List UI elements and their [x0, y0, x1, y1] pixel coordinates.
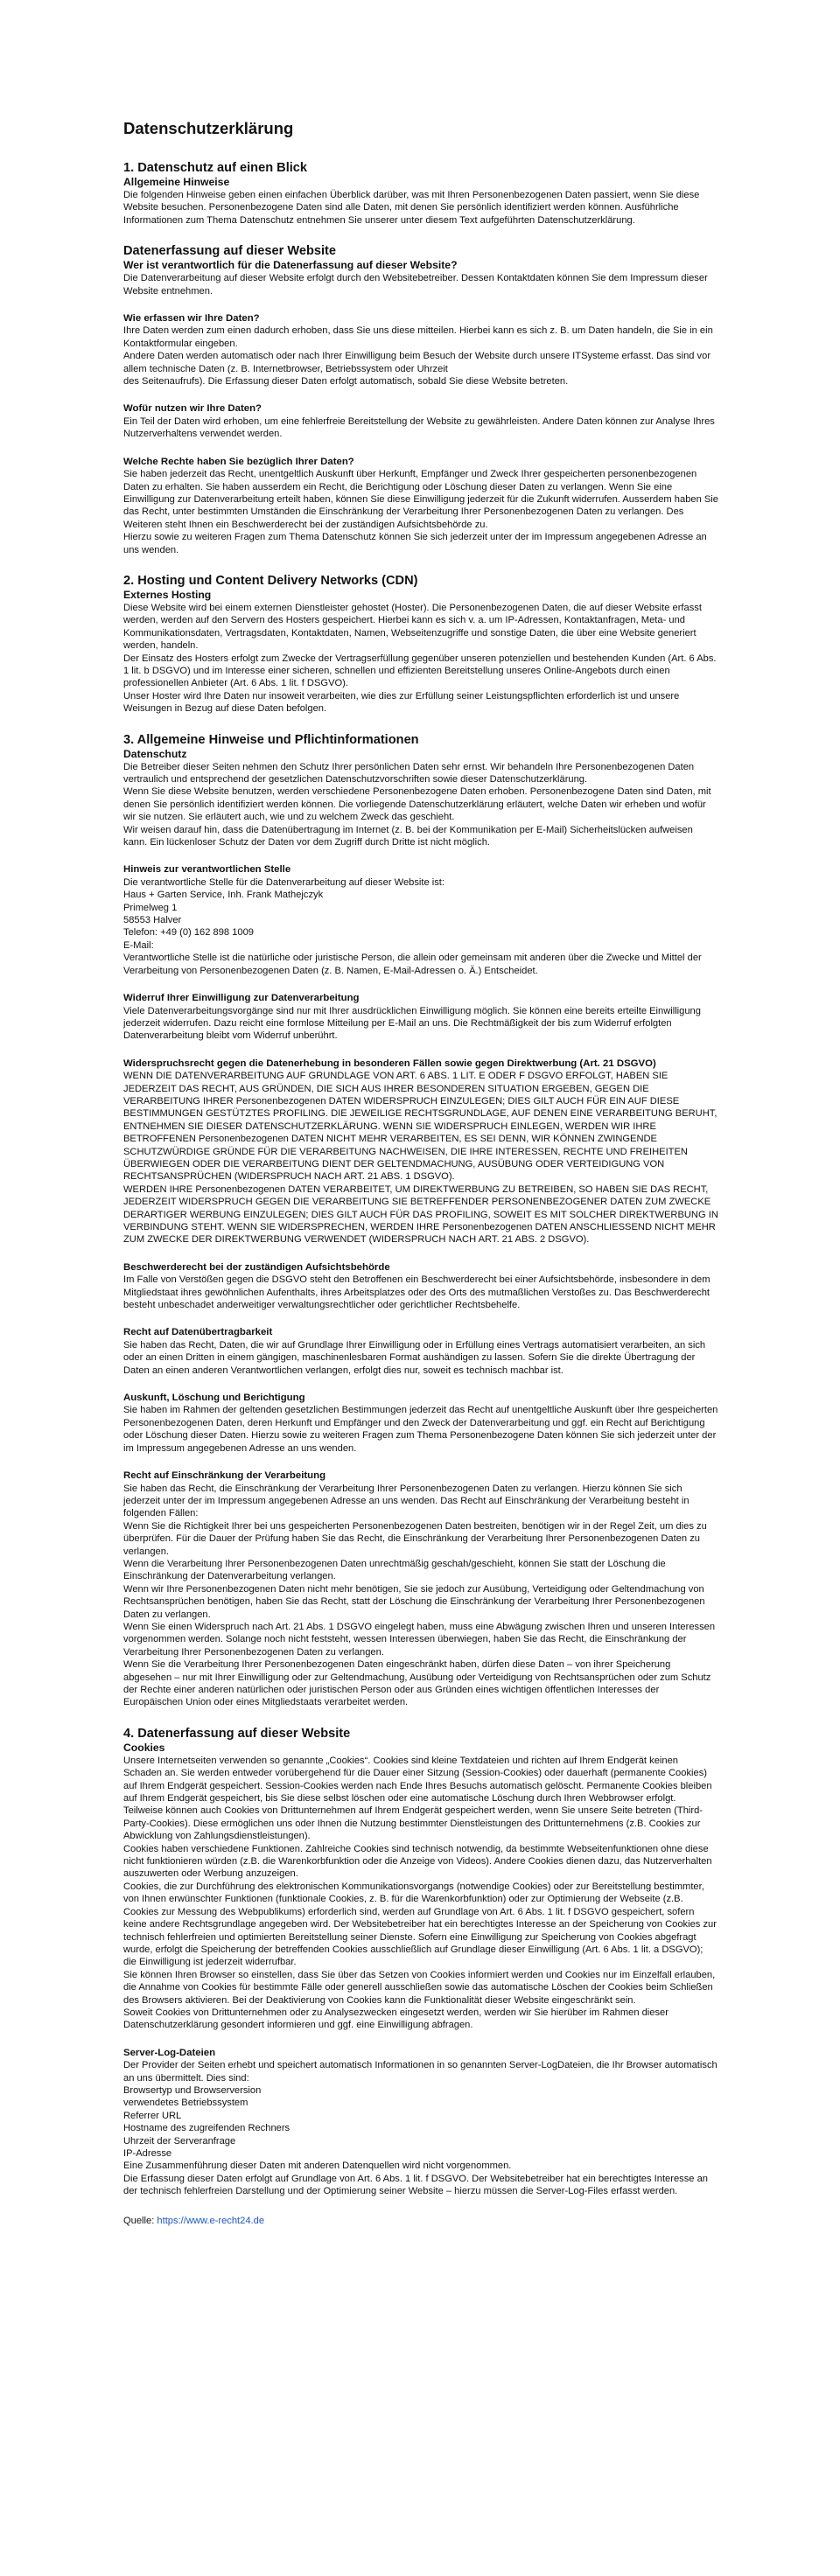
- section-datenschutz-blick: [123, 160, 718, 227]
- subsection-wofuer-nutzen: [123, 402, 718, 440]
- subsection-widerspruchsrecht: [123, 1058, 718, 1246]
- subsection-heading: Recht auf Datenübertragbarkeit: [123, 1327, 273, 1338]
- section-subheading: Wer ist verantwortlich für die Datenerfassung auf dieser Website?: [123, 259, 458, 272]
- section-text: Unsere Internetseiten verwenden so genannte „Cookies“. Cookies sind kleine Textdateien und richten auf Ihrem Endgerät keinen Schaden an. Sie werden entweder vorübergehend für die Dauer einer Sitzung (Session-Cookies) oder dauerhaft (permanente Cookies) auf Ihrem Endgerät gespeichert. Session-Cookies werden nach Ende Ihres Besuchs automatisch gelöscht. Permanente Cookies bleiben auf Ihrem Endgerät gespeichert, bis Sie diese selbst löschen oder eine automatische Löschung durch Ihren Webbrowser erfolgt. Teilweise können auch Cookies von Drittunternehmen auf Ihrem Endgerät gespeichert werden, wenn Sie unsere Seite betreten (Third-Party-Cookies). Diese ermöglichen uns oder Ihnen die Nutzung bestimmter Dienstleistungen des Drittunternehmens (z.B. Cookies zur Abwicklung von Zahlungsdienstleistungen). Cookies haben verschiedene Funktionen. Zahlreiche Cookies sind technisch notwendig, da bestimmte Webseitenfunktionen ohne diese nicht funktionieren würden (z.B. die Warenkorbfunktion oder die Anzeige von Videos). Andere Cookies dienen dazu, das Nutzerverhalten auszuwerten oder Werbung anzuzeigen. Cookies, die zur Durchführung des elektronischen Kommunikationsvorgangs (notwendige Cookies) oder zur Bereitstellung bestimmter, von Ihnen erwünschter Funktionen (funktionale Cookies, z. B. für die Warenkorbfunktion) oder zur Optimierung der Webseite (z.B. Cookies zur Messung des Webpublikums) erforderlich sind, werden auf Grundlage von Art. 6 Abs. 1 lit. f DSGVO gespeichert, sofern keine andere Rechtsgrundlage angegeben wird. Der Websitebetreiber hat ein berechtigtes Interesse an der Speicherung von Cookies zur technisch fehlerfreien und optimierten Bereitstellung seiner Dienste. Sofern eine Einwilligung zur Speicherung von Cookies abgefragt wurde, erfolgt die Speicherung der betreffenden Cookies ausschließlich auf Grundlage dieser Einwilligung (Art. 6 Abs. 1 lit. a DSGVO); die Einwilligung ist jederzeit widerrufbar. Sie können Ihren Browser so einstellen, dass Sie über das Setzen von Cookies informiert werden und Cookies nur im Einzelfall erlauben, die Annahme von Cookies für bestimmte Fälle oder generell ausschließen sowie das automatische Löschen der Cookies beim Schließen des Browsers aktivieren. Bei der Deaktivierung von Cookies kann die Funktionalität dieser Website eingeschränkt sein. Soweit Cookies von Drittunternehmen oder zu Analysezwecken eingesetzt werden, werden wir Sie hierüber im Rahmen dieser Datenschutzerklärung gesondert informieren und ggf. eine Einwilligung abfragen.: [123, 1755, 717, 2031]
- subsection-beschwerderecht: [123, 1261, 718, 1312]
- subsection-wie-erfassen: [123, 312, 718, 387]
- source-line: [123, 2215, 718, 2227]
- subsection-heading: Widerspruchsrecht gegen die Datenerhebung in besonderen Fällen sowie gegen Direktwerbung (Art. 21 DSGVO): [123, 1058, 656, 1069]
- section-pflichtinformationen: [123, 732, 718, 1709]
- subsection-text: Viele Datenverarbeitungsvorgänge sind nur mit Ihrer ausdrücklichen Einwilligung möglich. Sie können eine bereits erteilte Einwilligung jederzeit widerrufen. Dazu reicht eine formlose Mitteilung per E-Mail an uns. Die Rechtmäßigkeit der bis zum Widerruf erfolgten Datenverarbeitung bleibt vom Widerruf unberührt.: [123, 1005, 701, 1042]
- subsection-heading: Auskunft, Löschung und Berichtigung: [123, 1393, 305, 1404]
- subsection-text: Im Falle von Verstößen gegen die DSGVO steht den Betroffenen ein Beschwerderecht bei einer Aufsichtsbehörde, insbesondere in dem Mitgliedstaat ihres gewöhnlichen Aufenthalts, ihres Arbeitsplatzes oder des Orts des mutmaßlichen Verstoßes zu. Das Beschwerderecht besteht unbeschadet anderweitiger verwaltungsrechtlicher oder gerichtlicher Rechtsbehelfe.: [123, 1274, 710, 1311]
- section-datenerfassung: [123, 243, 718, 556]
- subsection-text: Ein Teil der Daten wird erhoben, um eine fehlerfreie Bereitstellung der Website zu gewährleisten. Andere Daten können zur Analyse Ihres Nutzerverhaltens verwendet werden.: [123, 415, 715, 440]
- subsection-text: Die verantwortliche Stelle für die Datenverarbeitung auf dieser Website ist: Haus + Garten Service, Inh. Frank Mathejczyk Primelweg 1 58553 Halver Telefon: +49 (0) 162 898 1009 E-Mail: Verantwortliche Stelle ist die natürliche oder juristische Person, die allein oder gemeinsam mit anderen über die Zwecke und Mittel der Verarbeitung von Personenbezogenen Daten (z. B. Namen, E-Mail-Adressen o. Ä.) Entscheidet.: [123, 876, 702, 976]
- section-subheading: Externes Hosting: [123, 588, 212, 601]
- subsection-verantwortliche-stelle: [123, 863, 718, 977]
- section-text: Die folgenden Hinweise geben einen einfachen Überblick darüber, was mit Ihren Personenbezogenen Daten passiert, wenn Sie diese Website besuchen. Personenbezogene Daten sind alle Daten, mit denen Sie persönlich identifiziert werden können. Ausführliche Informationen zum Thema Datenschutz entnehmen Sie unserer unter diesem Text aufgeführten Datenschutzerklärung.: [123, 190, 700, 226]
- subsection-text: Sie haben im Rahmen der geltenden gesetzlichen Bestimmungen jederzeit das Recht auf unentgeltliche Auskunft über Ihre gespeicherten Personenbezogenen Daten, deren Herkunft und Empfänger und den Zweck der Datenverarbeitung und ggf. ein Recht auf Berichtigung oder Löschung dieser Daten. Hierzu sowie zu weiteren Fragen zum Thema Personenbezogene Daten können Sie sich jederzeit unter der im Impressum angegebenen Adresse an uns wenden.: [123, 1405, 718, 1454]
- section-subheading: Datenschutz: [123, 747, 187, 760]
- subsection-heading: Beschwerderecht bei der zuständigen Aufsichtsbehörde: [123, 1261, 390, 1273]
- subsection-heading: Widerruf Ihrer Einwilligung zur Datenverarbeitung: [123, 993, 360, 1004]
- subsection-heading: Hinweis zur verantwortlichen Stelle: [123, 864, 291, 876]
- section-heading: 1. Datenschutz auf einen Blick: [123, 161, 308, 175]
- subsection-datenuebertragbarkeit: [123, 1326, 718, 1377]
- section-text: Diese Website wird bei einem externen Dienstleister gehostet (Hoster). Die Personenbezogenen Daten, die auf dieser Website erfasst werden, werden auf den Servern des Hosters gespeichert. Hierbei kann es sich v. a. um IP-Adressen, Kontaktanfragen, Meta- und Kommunikationsdaten, Vertragsdaten, Kontaktdaten, Namen, Webseitenzugriffe und sonstige Daten, die über eine Website generiert werden, handeln. Der Einsatz des Hosters erfolgt zum Zwecke der Vertragserfüllung gegenüber unseren potenziellen und bestehenden Kunden (Art. 6 Abs. 1 lit. b DSGVO) und im Interesse einer sicheren, schnellen und effizienten Bereitstellung unseres Online-Angebots durch einen professionellen Anbieter (Art. 6 Abs. 1 lit. f DSGVO). Unser Hoster wird Ihre Daten nur insoweit verarbeiten, wie dies zur Erfüllung seiner Leistungspflichten erforderlich ist und unsere Weisungen in Bezug auf diese Daten befolgen.: [123, 602, 717, 715]
- page-title: Datenschutzerklärung: [123, 119, 294, 137]
- section-heading: 2. Hosting und Content Delivery Networks (CDN): [123, 573, 418, 588]
- subsection-einschraenkung: [123, 1470, 718, 1709]
- section-text: Die Datenverarbeitung auf dieser Website erfolgt durch den Websitebetreiber. Dessen Kontaktdaten können Sie dem Impressum dieser Website entnehmen.: [123, 273, 708, 297]
- source-label: Quelle:: [123, 2215, 155, 2226]
- subsection-heading: Recht auf Einschränkung der Verarbeitung: [123, 1470, 326, 1482]
- subsection-text: Der Provider der Seiten erhebt und speichert automatisch Informationen in so genannten Server-LogDateien, die Ihr Browser automatisch an uns übermittelt. Dies sind: Browsertyp und Browserversion verwendetes Betriebssystem Referrer URL Hostname des zugreifenden Rechners Uhrzeit der Serveranfrage IP-Adresse Eine Zusammenführung dieser Daten mit anderen Datenquellen wird nicht vorgenommen. Die Erfassung dieser Daten erfolgt auf Grundlage von Art. 6 Abs. 1 lit. f DSGVO. Der Websitebetreiber hat ein berechtigtes Interesse an der technisch fehlerfreien Darstellung und der Optimierung seiner Website – hierzu müssen die Server-Log-Files erfasst werden.: [123, 2060, 718, 2197]
- section-hosting: [123, 573, 718, 716]
- subsection-text: Sie haben das Recht, die Einschränkung der Verarbeitung Ihrer Personenbezogenen Daten zu verlangen. Hierzu können Sie sich jederzeit unter der im Impressum angegebenen Adresse an uns wenden. Das Recht auf Einschränkung der Verarbeitung besteht in folgenden Fällen: Wenn Sie die Richtigkeit Ihrer bei uns gespeicherten Personenbezogenen Daten bestreiten, benötigen wir in der Regel Zeit, um dies zu überprüfen. Für die Dauer der Prüfung haben Sie das Recht, die Einschränkung der Verarbeitung Ihrer Personenbezogenen Daten zu verlangen. Wenn die Verarbeitung Ihrer Personenbezogenen Daten unrechtmäßig geschah/geschieht, können Sie statt der Löschung die Einschränkung der Datenverarbeitung verlangen. Wenn wir Ihre Personenbezogenen Daten nicht mehr benötigen, Sie sie jedoch zur Ausübung, Verteidigung oder Geltendmachung von Rechtsansprüchen benötigen, haben Sie das Recht, statt der Löschung die Einschränkung der Verarbeitung Ihrer Personenbezogenen Daten zu verlangen. Wenn Sie einen Widerspruch nach Art. 21 Abs. 1 DSGVO eingelegt haben, muss eine Abwägung zwischen Ihren und unseren Interessen vorgenommen werden. Solange noch nicht feststeht, wessen Interessen überwiegen, haben Sie das Recht, die Einschränkung der Verarbeitung Ihrer Personenbezogenen Daten zu verlangen. Wenn Sie die Verarbeitung Ihrer Personenbezogenen Daten eingeschränkt haben, dürfen diese Daten – von ihrer Speicherung abgesehen – nur mit Ihrer Einwilligung oder zur Geltendmachung, Ausübung oder Verteidigung von Rechtsansprüchen oder zum Schutz der Rechte einer anderen natürlichen oder juristischen Person oder aus Gründen eines wichtigen öffentlichen Interesses der Europäischen Union oder eines Mitgliedstaats verarbeitet werden.: [123, 1483, 716, 1708]
- privacy-policy-document: [123, 103, 718, 2227]
- subsection-heading: Server-Log-Dateien: [123, 2047, 216, 2058]
- subsection-rechte: [123, 456, 718, 556]
- source-link[interactable]: https://www.e-recht24.de: [157, 2215, 265, 2226]
- subsection-widerruf: [123, 992, 718, 1043]
- subsection-heading: Wofür nutzen wir Ihre Daten?: [123, 403, 262, 415]
- subsection-text: Ihre Daten werden zum einen dadurch erhoben, dass Sie uns diese mitteilen. Hierbei kann es sich z. B. um Daten handeln, die Sie in ein Kontaktformular eingeben. Andere Daten werden automatisch oder nach Ihrer Einwilligung beim Besuch der Website durch unsere ITSysteme erfasst. Das sind vor allem technische Daten (z. B. Internetbrowser, Betriebssystem oder Uhrzeit des Seitenaufrufs). Die Erfassung dieser Daten erfolgt automatisch, sobald Sie diese Website betreten.: [123, 325, 713, 387]
- section-subheading: Cookies: [123, 1741, 165, 1754]
- section-heading: Datenerfassung auf dieser Website: [123, 244, 337, 259]
- section-heading: 4. Datenerfassung auf dieser Website: [123, 1726, 351, 1741]
- subsection-text: Sie haben das Recht, Daten, die wir auf Grundlage Ihrer Einwilligung oder in Erfüllung eines Vertrags automatisiert verarbeiten, an sich oder an einen Dritten in einem gängigen, maschinenlesbaren Format aushändigen zu lassen. Sofern Sie die direkte Übertragung der Daten an einen anderen Verantwortlichen verlangen, erfolgt dies nur, soweit es technisch machbar ist.: [123, 1339, 706, 1376]
- subsection-text: Sie haben jederzeit das Recht, unentgeltlich Auskunft über Herkunft, Empfänger und Zweck Ihrer gespeicherten personenbezogenen Daten zu erhalten. Sie haben ausserdem ein Recht, die Berichtigung oder Löschung dieser Daten zu verlangen. Wenn Sie eine Einwilligung zur Datenverarbeitung erteilt haben, können Sie diese Einwilligung jederzeit für die Zukunft widerrufen. Ausserdem haben Sie das Recht, unter bestimmten Umständen die Einschränkung der Verarbeitung Ihrer Personenbezogenen Daten zu verlangen. Des Weiteren steht Ihnen ein Beschwerderecht bei der zuständigen Aufsichtsbehörde zu. Hierzu sowie zu weiteren Fragen zum Thema Datenschutz können Sie sich jederzeit unter der im Impressum angegebenen Adresse an uns wenden.: [123, 469, 718, 555]
- subsection-server-log: [123, 2047, 718, 2198]
- subsection-heading: Wie erfassen wir Ihre Daten?: [123, 313, 260, 325]
- subsection-auskunft: [123, 1392, 718, 1455]
- section-datenerfassung-website: [123, 1726, 718, 2198]
- section-subheading: Allgemeine Hinweise: [123, 176, 230, 188]
- section-heading: 3. Allgemeine Hinweise und Pflichtinformationen: [123, 732, 419, 747]
- subsection-text: WENN DIE DATENVERARBEITUNG AUF GRUNDLAGE VON ART. 6 ABS. 1 LIT. E ODER F DSGVO ERFOLGT, HABEN SIE JEDERZEIT DAS RECHT, AUS GRÜNDEN, DIE SICH AUS IHRER BESONDEREN SITUATION ERGEBEN, GEGEN DIE VERARBEITUNG IHRER Personenbezogenen DATEN WIDERSPRUCH EINZULEGEN; DIES GILT AUCH FÜR EIN AUF DIESE BESTIMMUNGEN GESTÜTZTES PROFILING. DIE JEWEILIGE RECHTSGRUNDLAGE, AUF DENEN EINE VERARBEITUNG BERUHT, ENTNEHMEN SIE DIESER DATENSCHUTZERKLÄRUNG. WENN SIE WIDERSPRUCH EINLEGEN, WERDEN WIR IHRE BETROFFENEN Personenbezogenen DATEN NICHT MEHR VERARBEITEN, ES SEI DENN, WIR KÖNNEN ZWINGENDE SCHUTZWÜRDIGE GRÜNDE FÜR DIE VERARBEITUNG NACHWEISEN, DIE IHRE INTERESSEN, RECHTE UND FREIHEITEN ÜBERWIEGEN ODER DIE VERARBEITUNG DIENT DER GELTENDMACHUNG, AUSÜBUNG ODER VERTEIDIGUNG VON RECHTSANSPRÜCHEN (WIDERSPRUCH NACH ART. 21 ABS. 1 DSGVO). WERDEN IHRE Personenbezogenen DATEN VERARBEITET, UM DIREKTWERBUNG ZU BETREIBEN, SO HABEN SIE DAS RECHT, JEDERZEIT WIDERSPRUCH GEGEN DIE VERARBEITUNG SIE BETREFFENDER PERSONENBEZOGENER DATEN ZUM ZWECKE DERARTIGER WERBUNG EINZULEGEN; DIES GILT AUCH FÜR DAS PROFILING, SOWEIT ES MIT SOLCHER DIREKTWERBUNG IN VERBINDUNG STEHT. WENN SIE WIDERSPRECHEN, WERDEN IHRE Personenbezogenen DATEN ANSCHLIESSEND NICHT MEHR ZUM ZWECKE DER DIREKTWERBUNG VERWENDET (WIDERSPRUCH NACH ART. 21 ABS. 2 DSGVO).: [123, 1071, 718, 1246]
- section-text: Die Betreiber dieser Seiten nehmen den Schutz Ihrer persönlichen Daten sehr ernst. Wir behandeln Ihre Personenbezogenen Daten vertraulich und entsprechend der gesetzlichen Datenschutzvorschriften sowie dieser Datenschutzerklärung. Wenn Sie diese Website benutzen, werden verschiedene Personenbezogene Daten erhoben. Personenbezogene Daten sind Daten, mit denen Sie persönlich identifiziert werden können. Die vorliegende Datenschutzerklärung erläutert, welche Daten wir erheben und wofür wir sie nutzen. Sie erläutert auch, wie und zu welchem Zweck das geschieht. Wir weisen darauf hin, dass die Datenübertragung im Internet (z. B. bei der Kommunikation per E-Mail) Sicherheitslücken aufweisen kann. Ein lückenloser Schutz der Daten vor dem Zugriff durch Dritte ist nicht möglich.: [123, 761, 711, 848]
- subsection-heading: Welche Rechte haben Sie bezüglich Ihrer Daten?: [123, 456, 354, 467]
